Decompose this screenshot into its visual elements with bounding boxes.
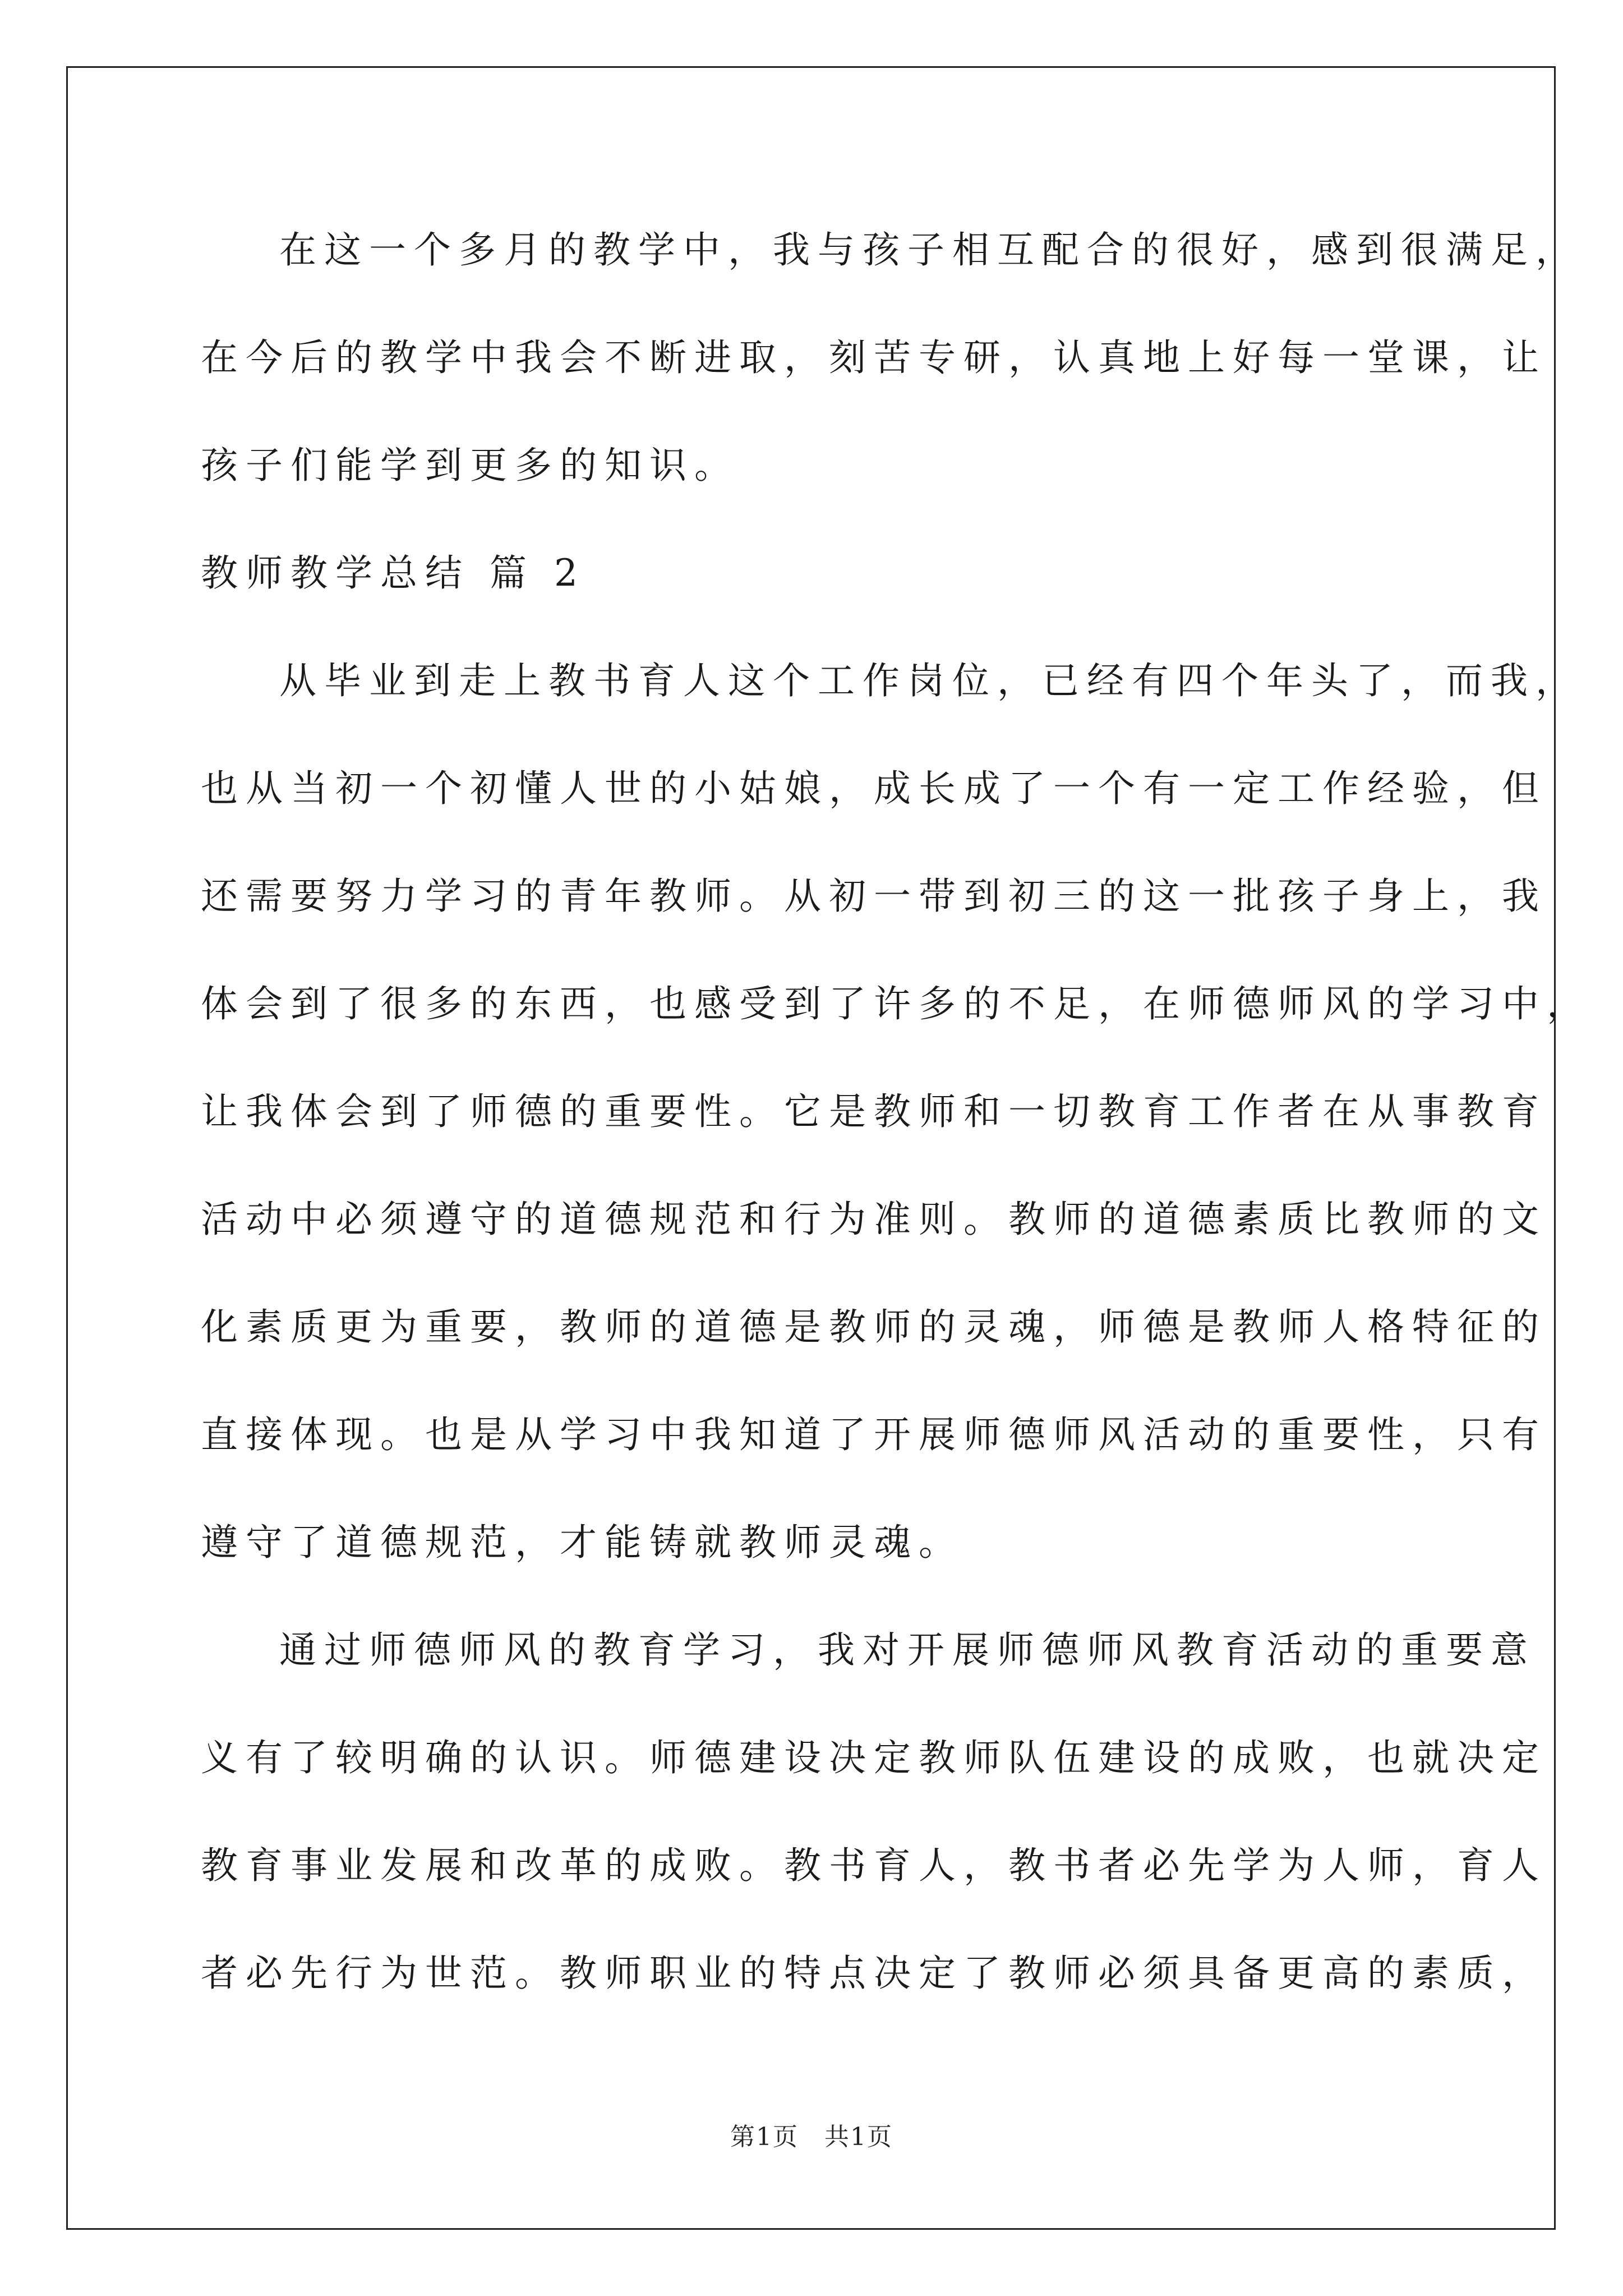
- text-line: 让我体会到了师德的重要性。它是教师和一切教育工作者在从事教育: [201, 1090, 1547, 1133]
- page-number: 第1页 共1页: [730, 2123, 893, 2151]
- text-line: 教育事业发展和改革的成败。教书育人，教书者必先学为人师，育人: [201, 1844, 1547, 1887]
- text-line: 遵守了道德规范，才能铸就教师灵魂。: [201, 1521, 963, 1564]
- intro-paragraph: [201, 223, 1580, 492]
- text-line: 在今后的教学中我会不断进取，刻苦专研，认真地上好每一堂课，让: [201, 336, 1547, 379]
- text-line: 还需要努力学习的青年教师。从初一带到初三的这一批孩子身上，我: [201, 875, 1547, 918]
- text-line: 直接体现。也是从学习中我知道了开展师德师风活动的重要性，只有: [201, 1413, 1547, 1456]
- paragraph-2: [201, 1623, 1547, 2000]
- text-line: 也从当初一个初懂人世的小姑娘，成长成了一个有一定工作经验，但: [201, 767, 1547, 810]
- text-line: 在这一个多月的教学中，我与孩子相互配合的很好，感到很满足，: [279, 228, 1580, 272]
- text-line: 者必先行为世范。教师职业的特点决定了教师必须具备更高的素质，: [201, 1952, 1547, 1995]
- paragraph-1: [201, 654, 1592, 1569]
- text-line: 化素质更为重要，教师的道德是教师的灵魂，师德是教师人格特征的: [201, 1305, 1547, 1349]
- text-line: 义有了较明确的认识。师德建设决定教师队伍建设的成败，也就决定: [201, 1736, 1547, 1779]
- document-body: [201, 223, 1592, 2000]
- text-line: 通过师德师风的教育学习，我对开展师德师风教育活动的重要意: [279, 1628, 1536, 1672]
- text-line: 体会到了很多的东西，也感受到了许多的不足，在师德师风的学习中，: [201, 982, 1592, 1025]
- section-heading: 教师教学总结 篇 2: [201, 551, 585, 595]
- text-line: 孩子们能学到更多的知识。: [201, 444, 739, 487]
- text-line: 从毕业到走上教书育人这个工作岗位，已经有四个年头了，而我，: [279, 659, 1580, 702]
- text-line: 活动中必须遵守的道德规范和行为准则。教师的道德素质比教师的文: [201, 1198, 1547, 1241]
